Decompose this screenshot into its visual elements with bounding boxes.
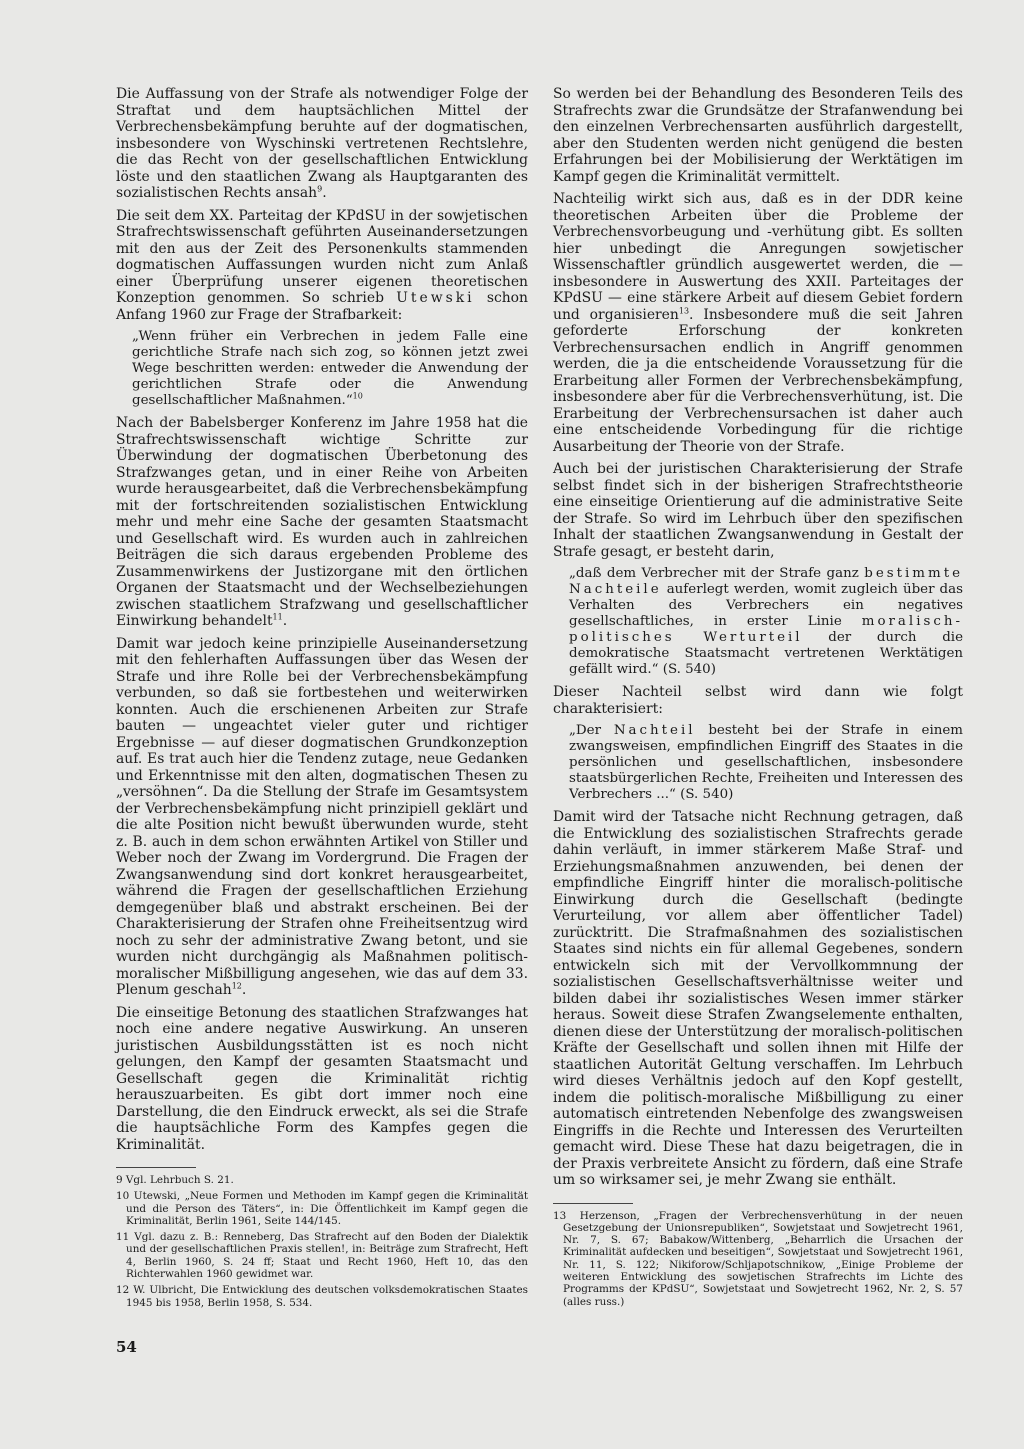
paragraph: So werden bei der Behandlung des Besonderen Teils des Strafrechts zwar die Grundsätze der Strafanwendung bei den einzelnen Verbrechensarten ausführlich dargestellt, aber den Studenten werden nicht genügend die besten Erfahrungen bei der Mobilisierung der Werktätigen im Kampf gegen die Kriminalität vermittelt. (553, 86, 963, 185)
footnote: 10 Utewski, „Neue Formen und Methoden im Kampf gegen die Kriminalität und die Person des Täters“, in: Die Öffentlichkeit im Kampf gegen die Kriminalität, Berlin 1961, Seite 144/145. (116, 1190, 528, 1227)
spaced-emphasis: bestimmte Nachteile (569, 566, 963, 597)
left-column (116, 86, 528, 1313)
paragraph: Nach der Babelsberger Konferenz im Jahre 1958 hat die Strafrechtswissenschaft wichtige Schritte zur Überwindung der dogmatischen Überbetonung des Strafzwanges getan, und in einer Reihe von Arbeiten wurde herausgearbeitet, daß die Verbrechensbekämpfung mit der fortschreitenden sozialistischen Entwicklung mehr und mehr eine Sache der gesamten Staatsmacht und Gesellschaft wird. Es wurden auch in zahlreichen Beiträgen die sich daraus ergebenden Probleme des Zusammenwirkens der Justizorgane mit den örtlichen Organen der Staatsmacht und der Wechselbeziehungen zwischen staatlichem Strafzwang und gesellschaftlicher Einwirkung behandelt$^{11}$. (116, 415, 528, 629)
spaced-emphasis: Nachteil (613, 723, 696, 738)
paragraph: Nachteilig wirkt sich aus, daß es in der DDR keine theoretischen Arbeiten über die Probleme der Verbrechensvorbeugung und -verhütung gibt. Es sollten hier unbedingt die Anregungen sowjetischer Wissenschaftler gründlich ausgewertet werden, die — insbesondere in Auswertung des XXII. Parteitages der KPdSU — eine stärkere Arbeit auf diesem Gebiet fordern und organisieren$^{13}$. Insbesondere muß die seit Jahren geforderte Erforschung der konkreten Verbrechensursachen endlich in Angriff genommen werden, die ja die entscheidende Voraussetzung für die Erarbeitung aller Formen der Verbrechensbekämpfung, insbesondere aber für die Verbrechensverhütung, ist. Die Erarbeitung der Verbrechensursachen ist daher auch eine entscheidende Vorbedingung für die richtige Ausarbeitung der Theorie von der Strafe. (553, 191, 963, 455)
footnote-ref: 11 (272, 612, 283, 622)
spaced-name: Utewski (396, 290, 475, 306)
footnotes-right (553, 1210, 963, 1308)
footnote: 9 Vgl. Lehrbuch S. 21. (116, 1174, 234, 1186)
paragraph: Dieser Nachteil selbst wird dann wie folgt charakterisiert: (553, 684, 963, 717)
page-number: 54 (116, 1338, 137, 1356)
paragraph: Auch bei der juristischen Charakterisierung der Strafe selbst findet sich in der bisherigen Strafrechtstheorie eine einseitige Orientierung auf die administrative Seite der Strafe. So wird im Lehrbuch über den spezifischen Inhalt der staatlichen Zwangsanwendung in Gestalt der Strafe gesagt, er besteht darin, (553, 461, 963, 560)
quotation: „Wenn früher ein Verbrechen in jedem Falle eine gerichtliche Strafe nach sich zog, so können jetzt zwei Wege beschritten werden: entweder die Anwendung der gerichtlichen Strafe oder die Anwendung gesellschaftlicher Maßnahmen.“$^{10}$ (132, 329, 528, 408)
footnotes-left (116, 1174, 528, 1309)
quotation: „daß dem Verbrecher mit der Strafe ganz bestimmte Nachteile auferlegt werden, womit zugleich über das Verhalten des Verbrechers ein negatives gesellschaftliches, in erster Linie moralisch-politisches Werturteil der durch die demokratische Staatsmacht vertretenen Werktätigen gefällt wird.“ (S. 540) (569, 566, 963, 677)
paragraph: Die einseitige Betonung des staatlichen Strafzwanges hat noch eine andere negative Auswirkung. An unseren juristischen Ausbildungsstätten ist es noch nicht gelungen, den Kampf der gesamten Staatsmacht und Gesellschaft gegen die Kriminalität richtig herauszuarbeiten. Es gibt dort immer noch eine Darstellung, die den Eindruck erweckt, als sei die Strafe die hauptsächliche Form des Kampfes gegen die Kriminalität. (116, 1004, 528, 1153)
footnote: 11 Vgl. dazu z. B.: Renneberg, Das Strafrecht auf den Boden der Dialektik und der gesellschaftlichen Praxis stellen!, in: Beiträge zum Strafrecht, Heft 4, Berlin 1960, S. 24 ff; Staat und Recht 1960, Heft 10, das den Richterwahlen 1960 gewidmet war. (116, 1231, 528, 1281)
paragraph: Damit war jedoch keine prinzipielle Auseinandersetzung mit den fehlerhaften Auffassungen über das Wesen der Strafe und ihre Rolle bei der Verbrechensbekämpfung verbunden, so daß sie fortbestehen und weiterwirken konnten. Auch die erschienenen Arbeiten zur Strafe bauten — ungeachtet vieler guter und richtiger Ergebnisse — auf dieser dogmatischen Grundkonzeption auf. Es trat auch hier die Tendenz zutage, neue Gedanken und Erkenntnisse mit den alten, dogmatischen Thesen zu „versöhnen“. Da die Stellung der Strafe im Gesamtsystem der Verbrechensbekämpfung nicht prinzipiell geklärt und die alte Position nicht bewußt überwunden wurde, steht z. B. auch in dem schon erwähnten Artikel von Stiller und Weber noch der Zwang im Vordergrund. Die Fragen der Zwangsanwendung sind dort konkret herausgearbeitet, während die Fragen der gesellschaftlichen Erziehung demgegenüber blaß und abstrakt erscheinen. Bei der Charakterisierung der Strafen ohne Freiheitsentzug wird noch zu sehr der administrative Zwang betont, und sie wurden nicht durchgängig als Maßnahmen politisch-moralischer Mißbilligung angesehen, wie das auf dem 33. Plenum geschah$^{12}$. (116, 635, 528, 998)
right-column (553, 86, 963, 1312)
quotation: „Der Nachteil besteht bei der Strafe in einem zwangsweisen, empfindlichen Eingriff des Staates in die persönlichen und gesellschaftlichen, insbesondere staatsbürgerlichen Rechte, Freiheiten und Interessen des Verbrechers ...“ (S. 540) (569, 723, 963, 802)
footnote: 13 Herzenson, „Fragen der Verbrechensverhütung in der neuen Gesetzgebung der Unionsrepubliken“, Sowjetstaat und Sowjetrecht 1961, Nr. 7, S. 67; Babakow/Wittenberg, „Beharrlich die Ursachen der Kriminalität aufdecken und beseitigen“, Sowjetstaat und Sowjetrecht 1961, Nr. 11, S. 122; Nikiforow/Schljapotschnikow, „Einige Probleme der weiteren Entwicklung des sowjetischen Strafrechts im Lichte des Programms der KPdSU“, Sowjetstaat und Sowjetrecht 1962, Nr. 2, S. 57 (alles russ.) (553, 1209, 963, 1308)
paragraph: Die seit dem XX. Parteitag der KPdSU in der sowjetischen Strafrechtswissenschaft geführten Auseinandersetzungen mit den aus der Zeit des Personenkults stammenden dogmatischen Auffassungen wurden nicht zum Anlaß einer Überprüfung unserer eigenen theoretischen Konzeption genommen. So schrieb Utewski schon Anfang 1960 zur Frage der Strafbarkeit: (116, 207, 528, 323)
footnote-divider (116, 1167, 196, 1168)
paragraph: Die Auffassung von der Strafe als notwendiger Folge der Straftat und dem hauptsächlichen Mittel der Verbrechensbekämpfung beruhte auf der dogmatischen, insbesondere von Wyschinski vertretenen Rechtslehre, die das Recht von der gesellschaftlichen Entwicklung löste und den staatlichen Zwang als Hauptgaranten des sozialistischen Rechts ansah$^9$. (116, 86, 528, 201)
spaced-emphasis: moralisch-politisches Werturteil (569, 614, 963, 645)
footnote: 12 W. Ulbricht, Die Entwicklung des deutschen volksdemokratischen Staates 1945 bis 1958, Berlin 1958, S. 534. (116, 1284, 528, 1309)
footnote-ref: 13 (678, 305, 690, 315)
footnote-ref: 12 (231, 981, 242, 991)
footnote-divider (553, 1203, 633, 1204)
footnote-ref: 9 (317, 184, 323, 194)
footnote-ref: 10 (352, 391, 363, 401)
paragraph: Damit wird der Tatsache nicht Rechnung getragen, daß die Entwicklung des sozialistischen Strafrechts gerade dahin verläuft, in immer stärkerem Maße Straf- und Erziehungsmaßnahmen anzuwenden, bei denen der empfindliche Eingriff hinter die moralisch-politische Einwirkung durch die Gesellschaft (bedingte Verurteilung, vor allem aber öffentlicher Tadel) zurücktritt. Die Strafmaßnahmen des sozialistischen Staates sind nichts ein für allemal Gegebenes, sondern entwickeln sich mit der Vervollkommnung der sozialistischen Gesellschaftsverhältnisse weiter und bilden dabei ihr sozialistisches Wesen immer stärker heraus. Soweit diese Strafen Zwangselemente enthalten, dienen diese der Unterstützung der moralisch-politischen Kräfte der Gesellschaft und sollen ihnen mit Hilfe der staatlichen Autorität Geltung verschaffen. Im Lehrbuch wird dieses Verhältnis jedoch auf den Kopf gestellt, indem die politisch-moralische Mißbilligung zu einer automatisch eintretenden Nebenfolge des zwangsweisen Eingriffs in die Rechte und Interessen des Verurteilten gemacht wird. Diese These hat dazu beigetragen, die in der Praxis verbreitete Ansicht zu fördern, daß eine Strafe um so wirksamer sei, je mehr Zwang sie enthält. (553, 809, 963, 1188)
